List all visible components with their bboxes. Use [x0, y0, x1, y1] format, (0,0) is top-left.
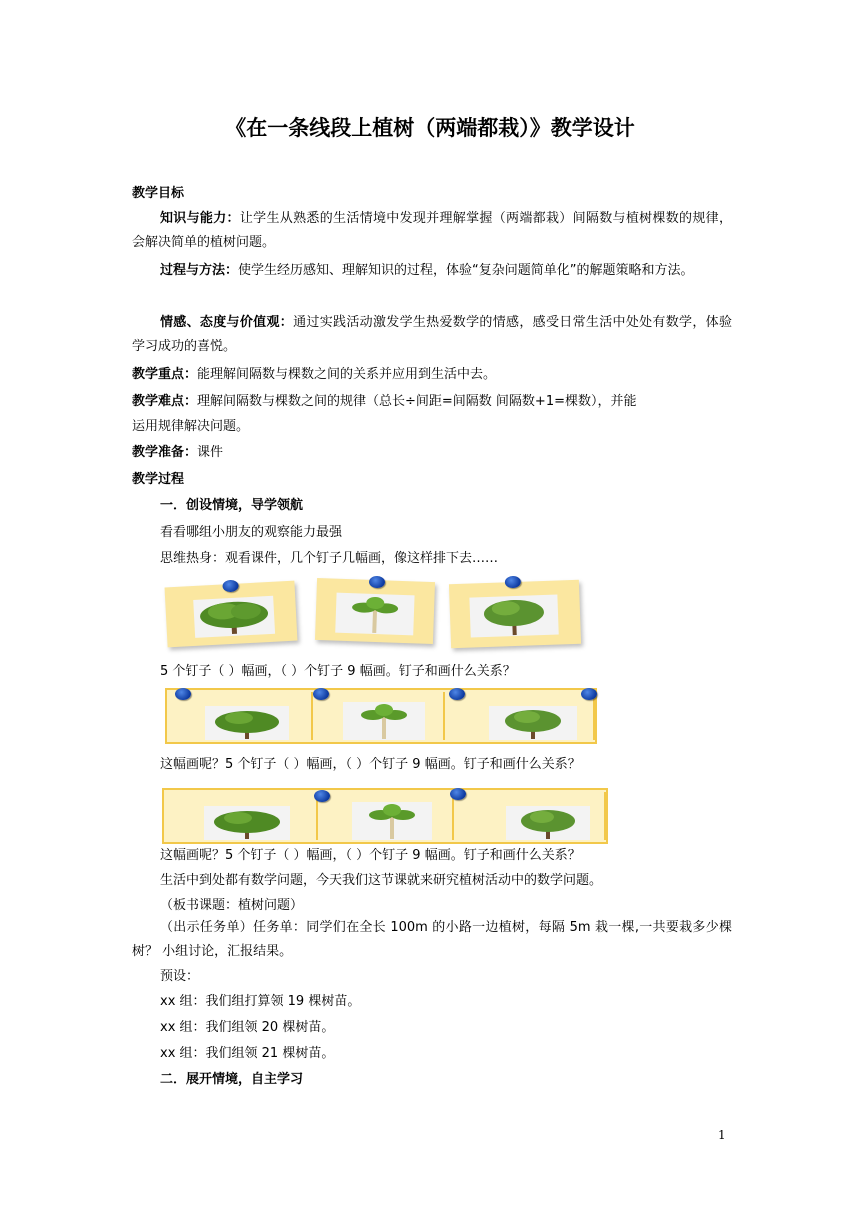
pin-icon [314, 790, 330, 802]
goal-emotion-label: 情感、态度与价值观： [160, 315, 294, 330]
note-3 [449, 580, 581, 648]
difficulties-label: 教学难点： [132, 394, 198, 409]
pin-icon [450, 788, 466, 800]
note-2 [315, 578, 435, 644]
page-number: 1 [718, 1128, 726, 1142]
tree-icon [469, 595, 558, 638]
goal-process-text: 使学生经历感知、理解知识的过程，体验“复杂问题简单化”的解题策略和方法。 [238, 263, 694, 278]
observe-text: 看看哪组小朋友的观察能力最强 [160, 525, 343, 540]
key-points [132, 362, 732, 387]
pin-icon [369, 576, 385, 589]
goal-emotion [132, 311, 732, 359]
pin-icon [175, 688, 191, 700]
warmup-text: 思维热身：观看课件，几个钉子几幅画，像这样排下去…… [160, 551, 499, 566]
palm-tree-icon [335, 593, 414, 636]
goal-knowledge [132, 207, 732, 255]
tree-icon [205, 706, 289, 740]
pin-icon [505, 576, 521, 589]
difficulties-text-2: 运用规律解决问题。 [132, 419, 250, 434]
board-title-text: （板书课题：植树问题） [160, 898, 304, 913]
note-1 [165, 581, 298, 648]
palm-tree-icon [343, 702, 425, 740]
question-3: 这幅画呢？5 个钉子（ ）幅画，（ ）个钉子 9 幅画。钉子和画什么关系？ [160, 848, 581, 863]
key-points-text: 能理解间隔数与棵数之间的关系并应用到生活中去。 [197, 367, 497, 382]
group-1-text: xx 组：我们组打算领 19 棵树苗。 [160, 994, 361, 1009]
pin-icon [222, 580, 239, 593]
group-3-text: xx 组：我们组领 21 棵树苗。 [160, 1046, 335, 1061]
goal-process-label: 过程与方法： [160, 263, 239, 278]
document-title: 《在一条线段上植树（两端都栽）》教学设计 [225, 116, 635, 140]
preparation-label: 教学准备： [132, 445, 198, 460]
picture-frame-pins-both-ends [165, 688, 597, 744]
tree-icon [204, 806, 290, 840]
question-1: 5 个钉子（ ）幅画，（ ）个钉子 9 幅画。钉子和画什么关系？ [160, 664, 516, 679]
difficulties-text-1: 理解间隔数与棵数之间的规律（总长÷间距=间隔数 间隔数+1=棵数），并能 [197, 394, 637, 409]
tree-icon [193, 596, 275, 638]
goal-knowledge-text: 让学生从熟悉的生活情境中发现并理解掌握（两端都栽）间隔数与植树棵数的规律，会解决简单的植树问题。 [132, 211, 732, 250]
preparation [132, 440, 732, 465]
preset-label: 预设： [160, 969, 200, 984]
goals-heading: 教学目标 [132, 186, 185, 201]
process-heading: 教学过程 [132, 472, 185, 487]
task-text: （出示任务单）任务单：同学们在全长 100m 的小路一边植树，每隔 5m 栽一棵,一共要栽多少棵树？ 小组讨论，汇报结果。 [132, 920, 732, 959]
section-1-heading: 一．创设情境，导学领航 [160, 498, 304, 513]
section-2-heading: 二．展开情境，自主学习 [160, 1072, 304, 1087]
group-2-text: xx 组：我们组领 20 棵树苗。 [160, 1020, 335, 1035]
palm-tree-icon [352, 802, 432, 840]
goal-knowledge-label: 知识与能力： [160, 211, 240, 226]
tree-icon [489, 706, 577, 740]
question-2: 这幅画呢？5 个钉子（ ）幅画，（ ）个钉子 9 幅画。钉子和画什么关系？ [160, 757, 581, 772]
tree-icon [506, 806, 590, 840]
difficulties-line1 [132, 389, 732, 414]
pin-icon [449, 688, 465, 700]
key-points-label: 教学重点： [132, 367, 198, 382]
math-life-text: 生活中到处都有数学问题，今天我们这节课就来研究植树活动中的数学问题。 [160, 873, 603, 888]
preparation-text: 课件 [197, 445, 224, 460]
goal-emotion-text: 通过实践活动激发学生热爱数学的情感，感受日常生活中处处有数学，体验学习成功的喜悦。 [132, 315, 732, 354]
pin-icon [313, 688, 329, 700]
goal-process [132, 259, 732, 283]
pin-icon [581, 688, 597, 700]
sticky-notes-image [160, 578, 590, 650]
picture-frame-pins-middle [162, 788, 608, 844]
